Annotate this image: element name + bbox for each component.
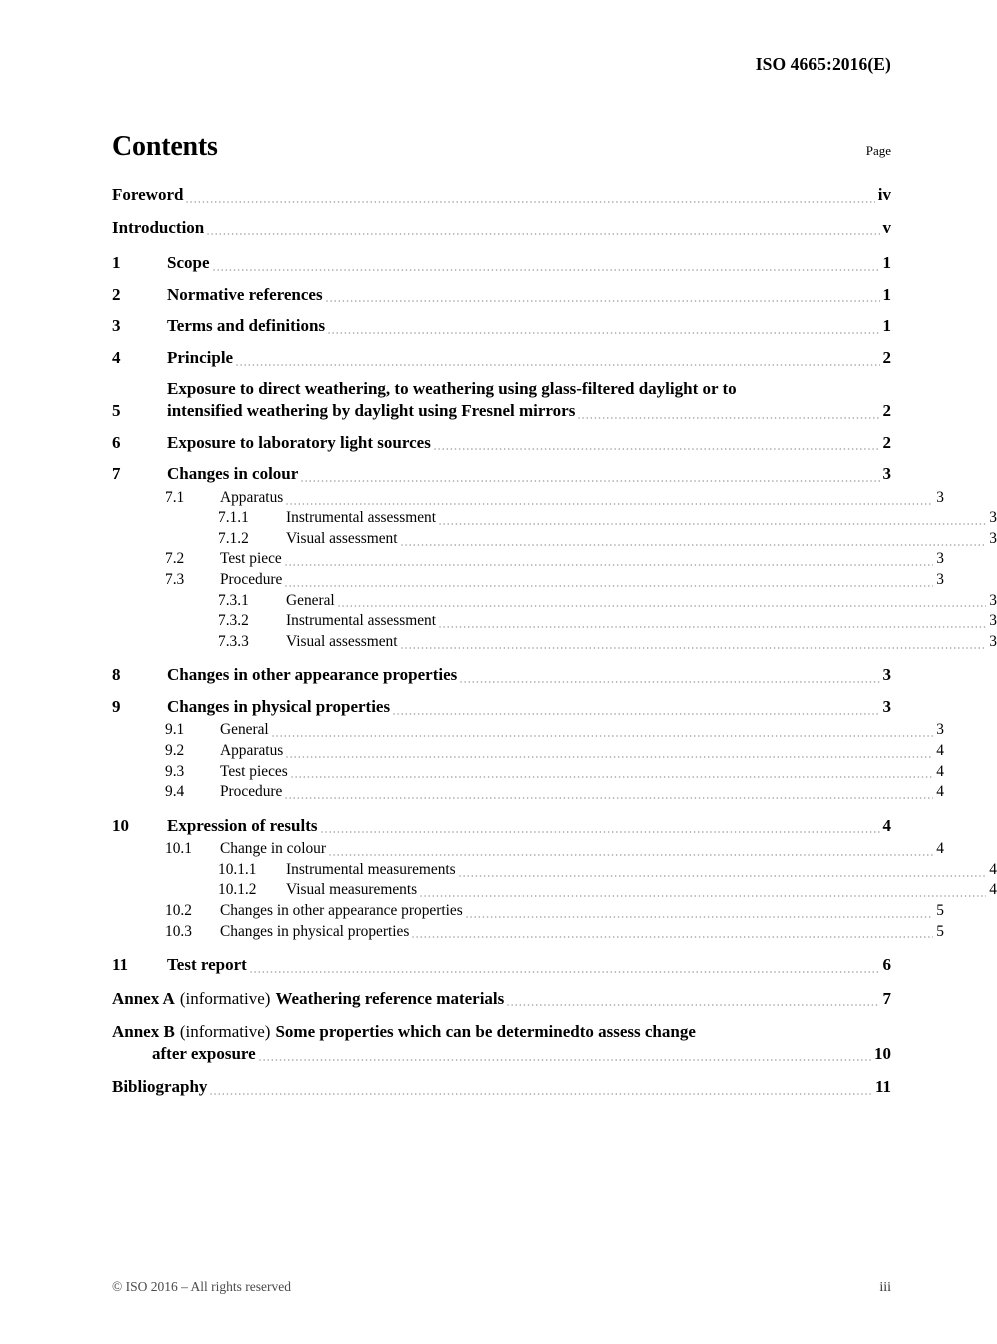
toc-entry-page: 1 [882, 316, 891, 336]
toc-entry-page: 6 [882, 955, 891, 975]
toc-entry-title: Apparatus [220, 488, 284, 506]
toc-entry-annex-b[interactable] [112, 1021, 891, 1064]
annex-b-line1 [112, 1021, 891, 1043]
toc-entry-title: Instrumental measurements [286, 860, 456, 878]
toc-entry-number: 7.3.3 [218, 632, 249, 650]
toc-entry-title: Instrumental assessment [286, 612, 437, 630]
toc-entry-number: 9 [112, 696, 121, 716]
dot-leader [320, 819, 880, 836]
dot-leader [328, 843, 933, 858]
toc-entry-page: 4 [936, 783, 944, 801]
toc-entry-page: 2 [882, 401, 891, 421]
toc-entry-page: 1 [882, 284, 891, 304]
toc-entry-clause-8[interactable] [112, 664, 891, 686]
toc-entry-page: 3 [936, 550, 944, 568]
toc-entry-title: Procedure [220, 783, 283, 801]
annex-label: Annex B [112, 1022, 175, 1042]
toc-entry-number: 7.1 [165, 488, 185, 506]
toc-entry-title: Exposure to laboratory light sources [167, 432, 431, 452]
dot-leader [419, 885, 986, 900]
toc-entry-title: Bibliography [112, 1077, 208, 1097]
toc-entry-title: Changes in colour [167, 464, 299, 484]
toc-entry-page: 7 [882, 988, 891, 1008]
toc-entry-number: 7.1.2 [218, 529, 249, 547]
page-column-label: Page [865, 143, 891, 158]
dot-leader [327, 320, 879, 337]
toc-entry-clause-5[interactable] [112, 378, 891, 421]
toc-entry-title: Procedure [220, 571, 283, 589]
dot-leader [206, 221, 879, 238]
dot-leader [465, 905, 934, 920]
toc-entry-annex-a[interactable] [112, 988, 891, 1010]
toc-entry-title: Changes in other appearance properties [220, 901, 463, 919]
toc-entry-clause-9-4[interactable] [112, 782, 944, 802]
dot-leader [411, 926, 933, 941]
toc-entry-title: Principle [167, 347, 234, 367]
toc-entry-page: 3 [936, 488, 944, 506]
toc-entry-page: 4 [936, 762, 944, 780]
dot-leader [185, 189, 874, 206]
toc-entry-foreword[interactable] [112, 184, 891, 206]
toc-entry-page: 3 [989, 529, 997, 547]
toc-entry-page: 5 [936, 901, 944, 919]
toc-entry-title: Visual assessment [286, 632, 398, 650]
toc-entry-title: General [286, 591, 335, 609]
toc-entry-number: 3 [112, 316, 121, 336]
toc-entry-clause-10-2[interactable] [112, 901, 944, 921]
toc-entry-clause-2[interactable] [112, 284, 891, 306]
toc-entry-number: 5 [112, 401, 121, 421]
toc-entry-page: 11 [874, 1077, 891, 1097]
toc-entry-page: 3 [882, 464, 891, 484]
annex-kind: (informative) [179, 988, 271, 1008]
toc-entry-clause-7-1[interactable] [112, 488, 944, 508]
toc-entry-number: 7 [112, 464, 121, 484]
toc-entry-clause-7-3-2[interactable] [112, 611, 997, 631]
toc-entry-title: Change in colour [220, 840, 326, 858]
toc-entry-number: 6 [112, 432, 121, 452]
toc-entry-page: 1 [882, 253, 891, 273]
toc-entry-title: Test pieces [220, 762, 288, 780]
toc-entry-page: 2 [882, 432, 891, 452]
toc-entry-title: Test report [167, 955, 247, 975]
toc-entry-number: 2 [112, 284, 121, 304]
toc-entry-clause-3[interactable] [112, 315, 891, 337]
toc-entry-number: 9.1 [165, 721, 185, 739]
toc-entry-number: 7.1.1 [218, 509, 249, 527]
toc-entry-clause-11[interactable] [112, 954, 891, 976]
toc-entry-page: 3 [882, 696, 891, 716]
page-footer [112, 1279, 891, 1296]
dot-leader [400, 533, 987, 548]
toc-entry-title: Introduction [112, 217, 205, 237]
toc-entry-number: 10.1.1 [218, 860, 257, 878]
annex-name-line1: Some properties which can be determinedto assess change [275, 1022, 696, 1042]
annex-name: Weathering reference materials [275, 988, 505, 1008]
dot-leader [284, 554, 934, 569]
page-title: Contents [112, 131, 218, 162]
toc-entry-clause-6[interactable] [112, 432, 891, 454]
toc-entry-clause-10-3[interactable] [112, 922, 944, 942]
dot-leader [438, 513, 986, 528]
toc-entry-title: Visual assessment [286, 529, 398, 547]
toc-entry-number: 9.4 [165, 783, 185, 801]
toc-entry-page: iv [877, 185, 891, 204]
toc-entry-number: 10.1 [165, 840, 192, 858]
toc-entry-page: 4 [989, 860, 997, 878]
dot-leader [400, 636, 987, 651]
toc-entry-page: 3 [989, 509, 997, 527]
toc-entry-page: 3 [936, 721, 944, 739]
toc-entry-title: Apparatus [220, 742, 284, 759]
page-folio: iii [879, 1280, 891, 1295]
dot-leader [290, 766, 934, 781]
dot-leader [212, 257, 880, 274]
dot-leader [438, 615, 986, 630]
toc-entry-title: Normative references [167, 284, 323, 304]
toc-entry-title: Terms and definitions [167, 316, 326, 336]
dot-leader [458, 864, 987, 879]
toc-entry-title: Changes in other appearance properties [167, 665, 458, 685]
toc-entry-number: 7.2 [165, 550, 185, 568]
toc-entry-title: Foreword [112, 185, 184, 204]
table-of-contents [112, 184, 997, 1109]
toc-entry-clause-1[interactable] [112, 252, 891, 274]
toc-entry-number: 4 [112, 347, 121, 367]
toc-entry-number: 10 [112, 815, 129, 835]
toc-entry-clause-10[interactable] [112, 815, 891, 837]
dot-leader [258, 1047, 871, 1064]
toc-entry-page: 4 [936, 742, 944, 759]
toc-entry-number: 9.3 [165, 762, 185, 780]
dot-leader [459, 669, 879, 686]
toc-entry-number: 8 [112, 665, 121, 685]
toc-entry-page: 2 [882, 347, 891, 367]
dot-leader [209, 1081, 872, 1098]
toc-entry-page: 3 [989, 632, 997, 650]
annex-name-line2: after exposure [152, 1043, 256, 1063]
dot-leader [235, 351, 879, 368]
toc-entry-clause-7-3[interactable] [112, 570, 944, 590]
toc-entry-page: 4 [936, 840, 944, 858]
toc-entry-title-line2: intensified weathering by daylight using Fresnel mirrors [167, 401, 576, 421]
toc-entry-title-line1: Exposure to direct weathering, to weathering using glass-filtered daylight or to [167, 379, 737, 399]
toc-entry-number: 7.3 [165, 571, 185, 589]
toc-entry-number: 10.3 [165, 922, 192, 940]
toc-entry-page: 3 [989, 591, 997, 609]
toc-entry-page: v [882, 217, 891, 237]
toc-entry-clause-9-1[interactable] [112, 720, 944, 740]
toc-entry-clause-4[interactable] [112, 347, 891, 369]
annex-label: Annex A [112, 988, 175, 1008]
toc-entry-title: Changes in physical properties [167, 696, 391, 716]
dot-leader [271, 725, 934, 740]
toc-entry-number: 7.3.2 [218, 612, 249, 630]
toc-entry-title: Visual measurements [286, 881, 418, 899]
toc-entry-title: Changes in physical properties [220, 922, 410, 940]
annex-kind: (informative) [179, 1022, 271, 1042]
dot-leader [284, 574, 933, 589]
toc-entry-clause-7-2[interactable] [112, 549, 944, 569]
contents-heading-row [112, 131, 891, 163]
toc-entry-page: 4 [989, 881, 997, 899]
toc-entry-title: Instrumental assessment [286, 509, 437, 527]
document-header-standard-ref: ISO 4665:2016(E) [755, 54, 891, 74]
dot-leader [433, 436, 880, 453]
toc-entry-page: 5 [936, 922, 944, 940]
toc-entry-clause-9-3[interactable] [112, 762, 944, 782]
copyright-notice: © ISO 2016 – All rights reserved [112, 1279, 291, 1294]
toc-entry-page: 3 [989, 612, 997, 630]
toc-entry-number: 9.2 [165, 742, 185, 759]
toc-entry-clause-7-3-1[interactable] [112, 591, 997, 611]
toc-entry-clause-7[interactable] [112, 463, 891, 485]
toc-entry-title: Expression of results [167, 815, 318, 835]
toc-entry-clause-10-1-1[interactable] [112, 860, 997, 880]
toc-entry-bibliography[interactable] [112, 1076, 891, 1098]
toc-entry-clause-9-2[interactable] [112, 741, 944, 761]
toc-entry-introduction[interactable] [112, 217, 891, 239]
dot-leader [392, 700, 879, 717]
toc-entry-number: 10.2 [165, 901, 192, 919]
toc-entry-page: 3 [936, 571, 944, 589]
toc-entry-title: Scope [167, 253, 210, 273]
toc-entry-number: 1 [112, 253, 121, 273]
toc-entry-number: 7.3.1 [218, 591, 249, 609]
toc-entry-title: Test piece [220, 550, 282, 568]
dot-leader [284, 786, 933, 801]
toc-entry-clause-7-1-1[interactable] [112, 508, 997, 528]
toc-entry-number: 11 [112, 955, 129, 975]
dot-leader [285, 745, 933, 760]
toc-entry-number: 10.1.2 [218, 881, 257, 899]
toc-entry-clause-7-3-3[interactable] [112, 632, 997, 652]
toc-entry-page: 4 [882, 815, 891, 835]
toc-entry-title [112, 988, 504, 1010]
toc-entry-clause-10-1[interactable] [112, 839, 944, 859]
toc-entry-page: 10 [874, 1043, 891, 1063]
dot-leader [249, 959, 880, 976]
dot-leader [300, 468, 879, 485]
toc-entry-clause-7-1-2[interactable] [112, 529, 997, 549]
dot-leader [506, 992, 879, 1009]
toc-entry-clause-9[interactable] [112, 696, 891, 718]
dot-leader [337, 595, 987, 610]
toc-entry-page: 3 [882, 665, 891, 685]
toc-entry-clause-10-1-2[interactable] [112, 880, 997, 900]
toc-entry-title: General [220, 721, 269, 739]
dot-leader [577, 405, 879, 422]
dot-leader [285, 492, 933, 507]
dot-leader [325, 288, 880, 305]
